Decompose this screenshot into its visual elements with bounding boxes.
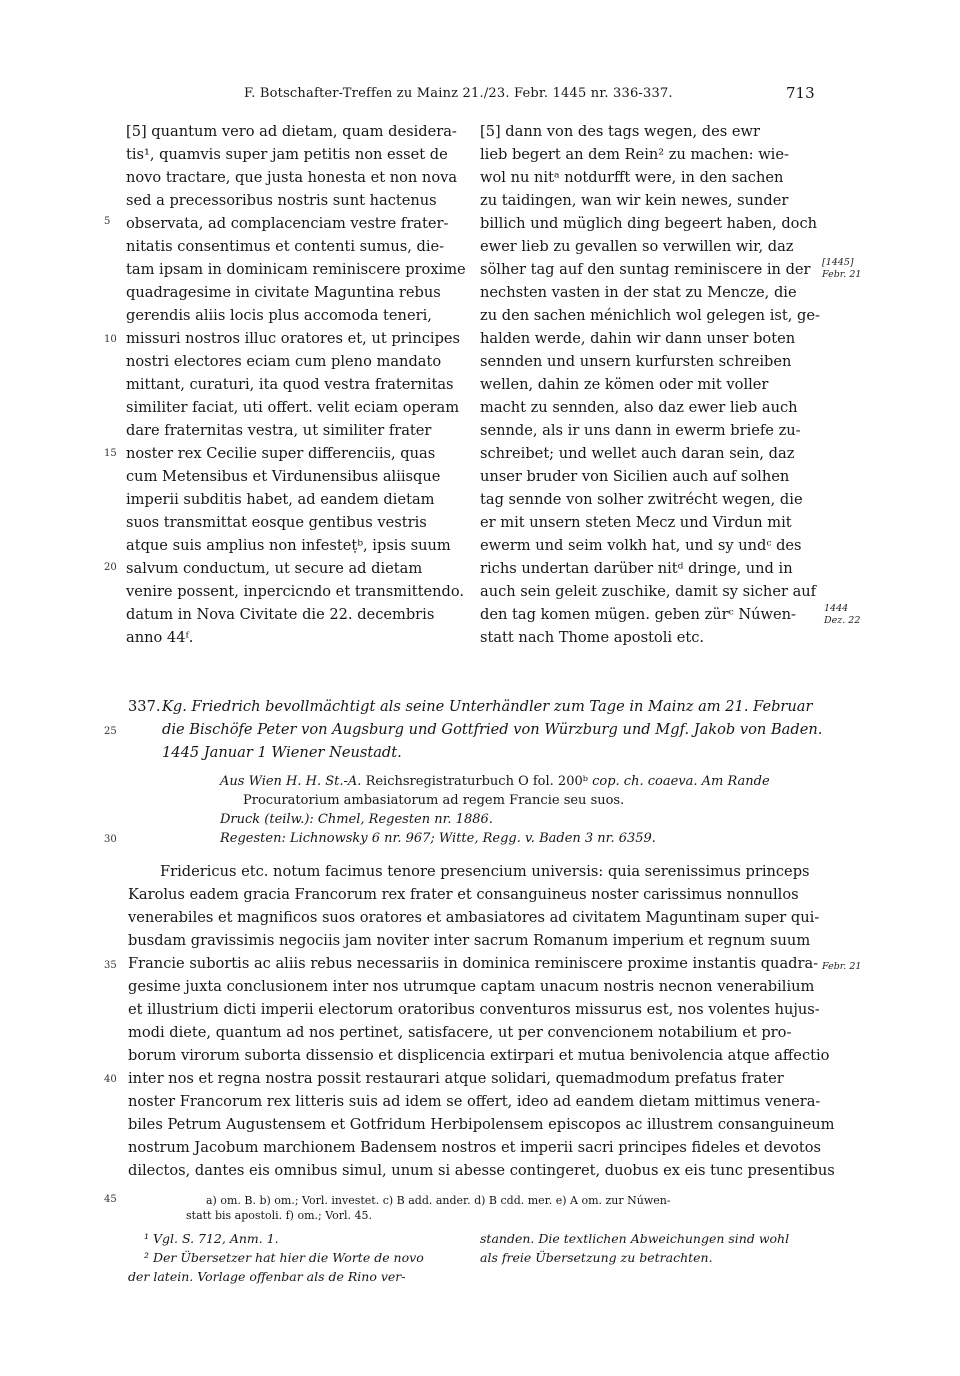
page-number: 713	[786, 84, 815, 102]
margin-date-year: 1444	[824, 603, 849, 614]
footnote-2: der latein. Vorlage offenbar als de Rino ver-	[128, 1269, 406, 1284]
latin-line: dare fraternitas vestra, ut similiter frater	[126, 422, 432, 439]
body-line: borum virorum suborta dissensio et displicencia extirpari et mutua benivolencia atque affectio	[128, 1047, 830, 1064]
margin-date-year: [1445]	[822, 257, 854, 268]
body-line: modi diete, quantum ad nos pertinet, satisfacere, ut per convencionem notabilium et pro-	[128, 1024, 792, 1041]
german-line: ewer lieb zu gevallen so verwillen wir, daz	[480, 238, 794, 255]
latin-line: tis¹, quamvis super jam petitis non esset de	[126, 146, 448, 163]
latin-line: atque suis amplius non infesteṭᵇ, ipsis suum	[126, 537, 451, 554]
german-line: [5] dann von des tags wegen, des ewr	[480, 123, 760, 140]
german-line: wellen, dahin ze kömen oder mit voller	[480, 376, 769, 393]
latin-line: gerendis aliis locis plus accomoda teneri,	[126, 307, 432, 324]
german-line: statt nach Thome apostoli etc.	[480, 629, 705, 646]
german-line: wol nu nitᵃ notdurfft were, in den sachen	[480, 169, 784, 186]
german-line: sennden und unsern kurfursten schreiben	[480, 353, 792, 370]
latin-line: nostri electores eciam cum pleno mandato	[126, 353, 442, 370]
latin-line: similiter faciat, uti offert. velit eciam operam	[126, 399, 460, 416]
body-line: et illustrium dicti imperii electorum oratoribus conventuros missurus est, nos volentes hujus-	[128, 1001, 820, 1018]
german-line: zu taidingen, wan wir kein newes, sunder	[480, 192, 789, 209]
apparatus-line: a) om. B. b) om.; Vorl. investet. c) B add. ander. d) B cdd. mer. e) A om. zur Núwen-	[206, 1194, 671, 1207]
german-line: billich und müglich ding begeert haben, doch	[480, 215, 818, 232]
german-line: unser bruder von Sicilien auch auf solhen	[480, 468, 790, 485]
german-line: tag sennde von solher zwitrécht wegen, die	[480, 491, 803, 508]
german-column	[480, 120, 820, 660]
source-line: Druck (teilw.): Chmel, Regesten nr. 1886.	[220, 812, 493, 827]
source-register: Reichsregistraturbuch O fol. 200ᵇ	[365, 774, 588, 789]
body-line: gesime juxta conclusionem inter nos utrumque captam unacum nostris necnon venerabilium	[128, 978, 815, 995]
german-line: den tag komen mügen. geben zürᶜ Núwen-	[480, 606, 796, 623]
german-line: ewerm und seim volkh hat, und sy undᶜ des	[480, 537, 802, 554]
source-line: Procuratorium ambasiatorum ad regem Francie seu suos.	[243, 793, 625, 808]
line-number-15: 15	[104, 448, 117, 459]
latin-line: observata, ad complacenciam vestre frater-	[126, 215, 449, 232]
margin-date-day: Febr. 21	[822, 269, 862, 280]
body-line: venerabiles et magnificos suos oratores et ambasiatores ad civitatem Maguntinam super qui-	[128, 909, 820, 926]
german-line: richs undertan darüber nitᵈ dringe, und in	[480, 560, 793, 577]
body-line: dilectos, dantes eis omnibus simul, unum si abesse contingeret, duobus ex eis tunc presentibus	[128, 1162, 835, 1179]
latin-line: salvum conductum, ut secure ad dietam	[126, 560, 423, 577]
german-line: halden werde, dahin wir dann unser boten	[480, 330, 796, 347]
document-title: 1445 Januar 1 Wiener Neustadt.	[162, 744, 402, 761]
latin-column	[126, 120, 466, 660]
body-line: biles Petrum Augustensem et Gotfridum Herbipolensem episcopos ac illustrem consanguineum	[128, 1116, 835, 1133]
latin-line: suos transmittat eosque gentibus vestris	[126, 514, 427, 531]
document-title: die Bischöfe Peter von Augsburg und Gottfried von Würzburg und Mgf. Jakob von Baden.	[162, 721, 823, 738]
source-copy-note: cop. ch. coaeva. Am Rande	[592, 774, 770, 789]
latin-line: mittant, curaturi, ita quod vestra fraternitas	[126, 376, 454, 393]
latin-line: sed a precessoribus nostris sunt hactenus	[126, 192, 437, 209]
latin-line: tam ipsam in dominicam reminiscere proxime	[126, 261, 466, 278]
latin-line: [5] quantum vero ad dietam, quam desidera-	[126, 123, 457, 140]
document-number: 337.	[128, 698, 161, 715]
footnote-2-continued: standen. Die textlichen Abweichungen sind wohl	[480, 1231, 790, 1246]
footnote-2: ² Der Übersetzer hat hier die Worte de novo	[144, 1250, 424, 1265]
german-line: auch sein geleit zuschike, damit sy sicher auf	[480, 583, 817, 600]
line-number-30: 30	[104, 834, 117, 845]
latin-line: anno 44ᶠ.	[126, 629, 194, 646]
source-line	[220, 772, 770, 791]
german-line: schreibet; und wellet auch daran sein, daz	[480, 445, 795, 462]
footnote-1: ¹ Vgl. S. 712, Anm. 1.	[144, 1231, 279, 1246]
body-line: inter nos et regna nostra possit restaurari atque solidari, quemadmodum prefatus frater	[128, 1070, 784, 1087]
running-title: F. Botschafter-Treffen zu Mainz 21./23. Febr. 1445 nr. 336-337.	[244, 86, 673, 101]
line-number-10: 10	[104, 334, 117, 345]
latin-line: datum in Nova Civitate die 22. decembris	[126, 606, 435, 623]
latin-line: cum Metensibus et Virdunensibus aliisque	[126, 468, 441, 485]
german-line: zu den sachen ménichlich wol gelegen ist, ge-	[480, 307, 820, 324]
line-number-25: 25	[104, 726, 117, 737]
german-line: er mit unsern steten Mecz und Virdun mit	[480, 514, 792, 531]
body-line: Fridericus etc. notum facimus tenore presencium universis: quia serenissimus princeps	[160, 863, 810, 880]
body-line: nostrum Jacobum marchionem Badensem nostros et imperii sacri principes fideles et devotos	[128, 1139, 821, 1156]
latin-line: novo tractare, que justa honesta et non nova	[126, 169, 458, 186]
margin-date-note	[824, 603, 860, 627]
footnote-2-continued: als freie Übersetzung zu betrachten.	[480, 1250, 713, 1265]
latin-line: nitatis consentimus et contenti sumus, die-	[126, 238, 445, 255]
german-line: nechsten vasten in der stat zu Mencze, die	[480, 284, 797, 301]
body-line: busdam gravissimis negociis jam noviter inter sacrum Romanum imperium et regnum suum	[128, 932, 811, 949]
body-line: Francie subortis ac aliis rebus necessariis in dominica reminiscere proxime instantis quadra-	[128, 955, 819, 972]
german-line: sölher tag auf den suntag reminiscere in der	[480, 261, 811, 278]
margin-date-day: Dez. 22	[824, 615, 861, 626]
latin-line: noster rex Cecilie super differenciis, quas	[126, 445, 436, 462]
line-number-45: 45	[104, 1194, 117, 1205]
line-number-40: 40	[104, 1074, 117, 1085]
german-line: lieb begert an dem Rein² zu machen: wie-	[480, 146, 789, 163]
line-number-35: 35	[104, 960, 117, 971]
line-number-5: 5	[104, 216, 111, 227]
latin-line: venire possent, inpercicndo et transmittendo.	[126, 583, 465, 600]
latin-line: imperii subditis habet, ad eandem dietam	[126, 491, 435, 508]
document-title: Kg. Friedrich bevollmächtigt als seine Unterhändler zum Tage in Mainz am 21. Februar	[162, 698, 813, 715]
german-line: macht zu sennden, also daz ewer lieb auch	[480, 399, 798, 416]
source-line: Regesten: Lichnowsky 6 nr. 967; Witte, Regg. v. Baden 3 nr. 6359.	[220, 831, 656, 846]
margin-date-note: Febr. 21	[822, 961, 862, 972]
apparatus-line: statt bis apostoli. f) om.; Vorl. 45.	[186, 1209, 373, 1222]
german-line: sennde, als ir uns dann in ewerm briefe zu-	[480, 422, 801, 439]
margin-date-note	[822, 257, 861, 281]
source-archive: Aus Wien H. H. St.-A.	[220, 774, 362, 789]
line-number-20: 20	[104, 562, 117, 573]
body-line: Karolus eadem gracia Francorum rex frater et consanguineus noster carissimus nonnullos	[128, 886, 799, 903]
latin-line: quadragesime in civitate Maguntina rebus	[126, 284, 441, 301]
body-line: noster Francorum rex litteris suis ad idem se offert, ideo ad eandem dietam mittimus venera-	[128, 1093, 821, 1110]
latin-line: missuri nostros illuc oratores et, ut principes	[126, 330, 461, 347]
